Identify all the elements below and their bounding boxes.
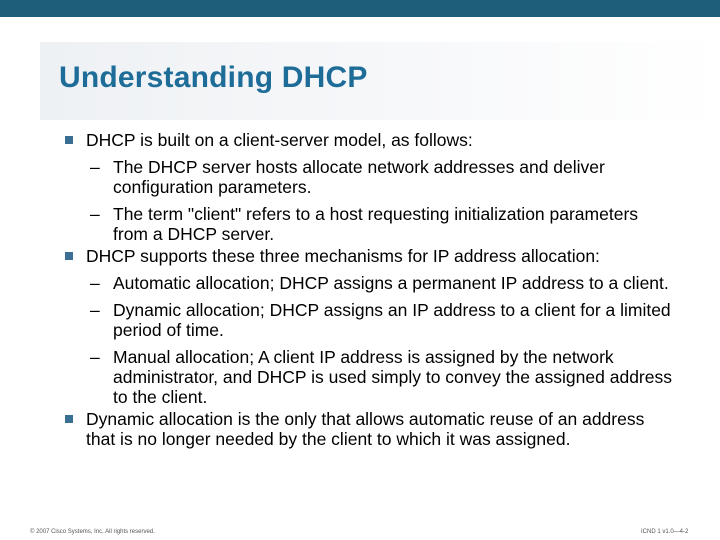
bullet-list — [0, 128, 720, 449]
sub-bullet-item — [90, 204, 673, 244]
bullet-text: DHCP is built on a client-server model, as follows: — [86, 130, 473, 150]
sub-bullet-item — [90, 347, 673, 407]
sub-bullet-item — [90, 300, 673, 340]
sub-bullet-text: The term "client" refers to a host requesting initialization parameters from a DHCP server. — [113, 204, 639, 244]
sub-bullet-text: Dynamic allocation; DHCP assigns an IP address to a client for a limited period of time. — [113, 300, 671, 340]
dash-bullet-icon: – — [90, 273, 100, 293]
dash-bullet-icon: – — [90, 204, 100, 224]
sub-bullet-text: The DHCP server hosts allocate network addresses and deliver configuration parameters. — [113, 157, 605, 197]
square-bullet-icon — [65, 415, 73, 423]
sub-bullet-text: Manual allocation; A client IP address is assigned by the network administrator, and DHCP is used simply to convey the assigned address to the client. — [113, 347, 672, 407]
sub-bullet-item — [90, 273, 673, 293]
slide-title: Understanding DHCP — [59, 61, 368, 94]
sub-bullet-text: Automatic allocation; DHCP assigns a permanent IP address to a client. — [113, 273, 669, 293]
footer-copyright: © 2007 Cisco Systems, Inc. All rights reserved. — [30, 529, 155, 535]
bullet-text: Dynamic allocation is the only that allows automatic reuse of an address that is no longer needed by the client to which it was assigned. — [86, 409, 645, 449]
dash-bullet-icon: – — [90, 347, 100, 367]
sub-bullet-item — [90, 157, 673, 197]
top-bar — [0, 0, 720, 17]
footer-course: ICND 1 v1.0—4-2 — [641, 529, 689, 535]
dash-bullet-icon: – — [90, 157, 100, 177]
bullet-text: DHCP supports these three mechanisms for IP address allocation: — [86, 246, 600, 266]
bullet-item — [86, 246, 666, 266]
dash-bullet-icon: – — [90, 300, 100, 320]
bullet-item — [86, 409, 666, 449]
bullet-item — [86, 130, 666, 150]
square-bullet-icon — [65, 136, 73, 144]
square-bullet-icon — [65, 252, 73, 260]
